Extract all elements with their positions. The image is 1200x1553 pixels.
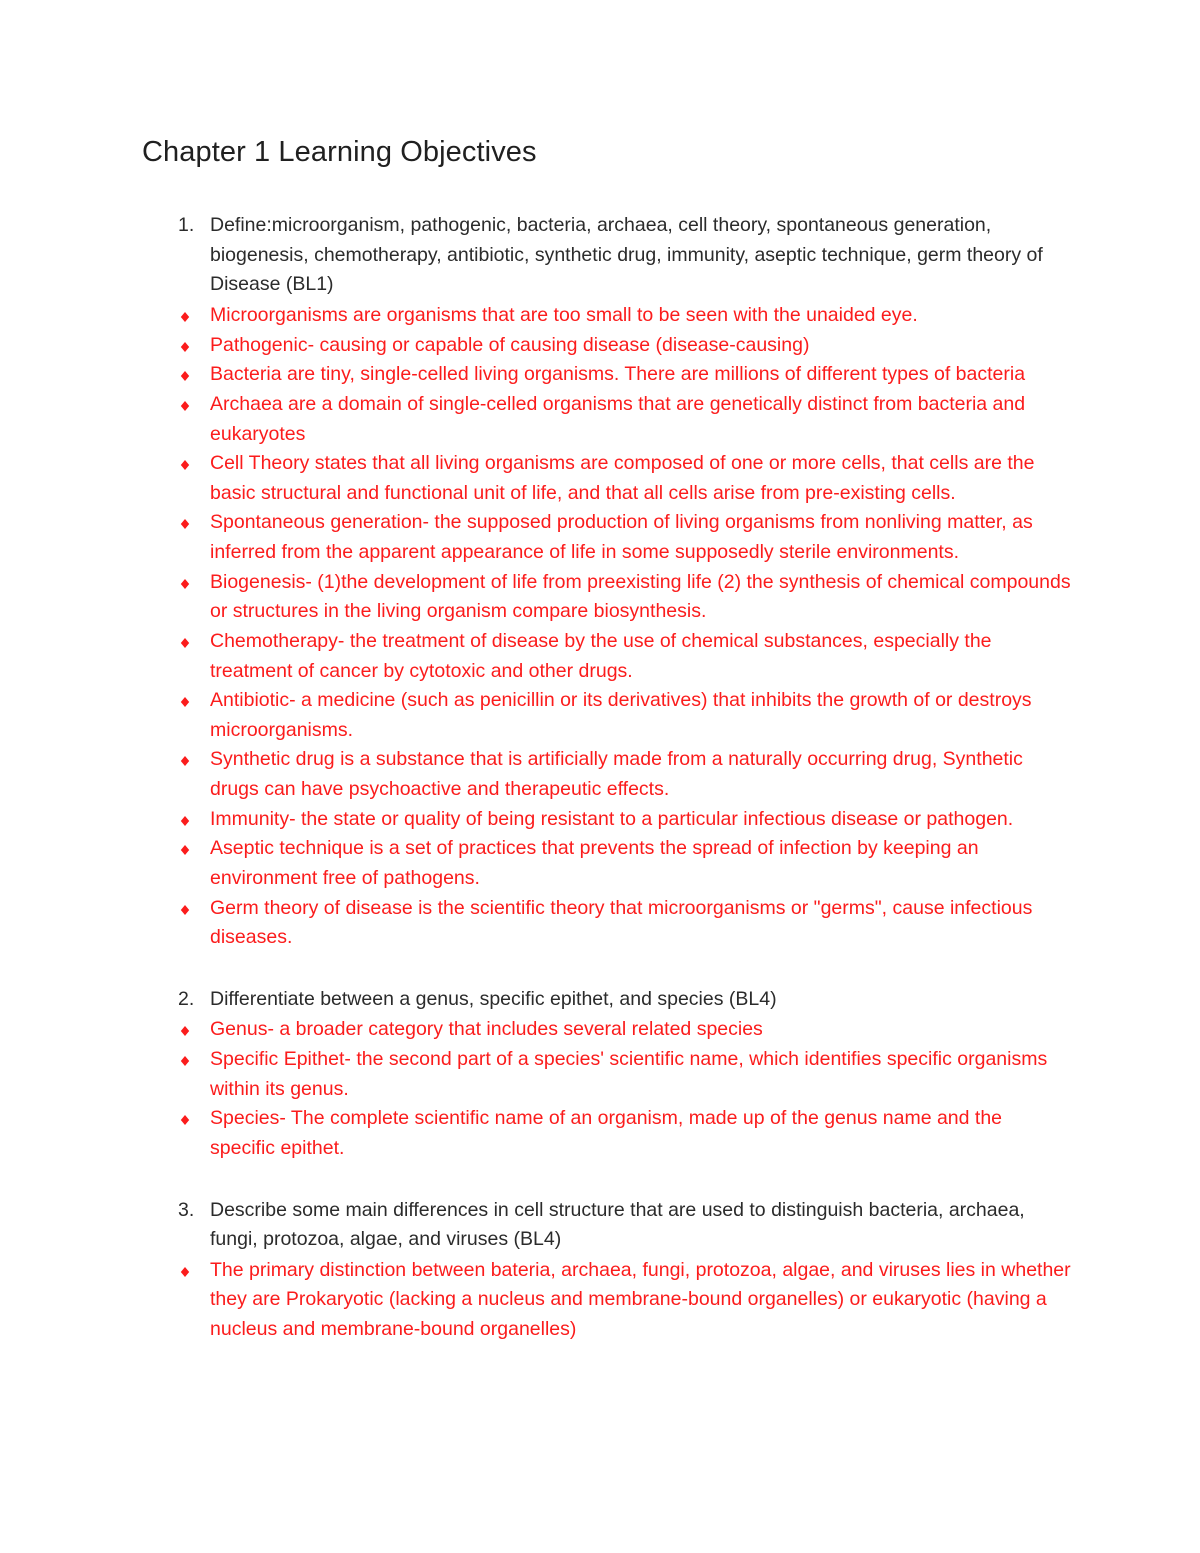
list-item [142, 331, 1072, 361]
list-item [142, 508, 1072, 567]
diamond-bullet-icon [180, 686, 192, 707]
objective-number: 3. [178, 1198, 195, 1221]
diamond-bullet-icon [180, 805, 192, 826]
answer-list [142, 301, 1072, 953]
list-item [142, 1104, 1072, 1163]
diamond-bullet-icon [180, 331, 192, 352]
objective-prompt-text: Differentiate between a genus, specific epithet, and species (BL4) [210, 987, 777, 1010]
diamond-bullet-icon [180, 1015, 192, 1036]
list-item [142, 568, 1072, 627]
diamond-bullet-icon [180, 894, 192, 915]
objective-prompt [142, 211, 1072, 300]
answer-text: Genus- a broader category that includes several related species [210, 1018, 763, 1041]
objective-prompt-text: Describe some main differences in cell structure that are used to distinguish bacteria, archaea, fungi, protozoa, algae, and viruses (BL4) [210, 1198, 1025, 1251]
answer-list [142, 1015, 1072, 1163]
list-item [142, 1256, 1072, 1345]
objective-prompt [142, 1196, 1072, 1255]
list-item [142, 1015, 1072, 1045]
answer-text: Immunity- the state or quality of being resistant to a particular infectious disease or pathogen. [210, 807, 1014, 830]
list-item [142, 745, 1072, 804]
answer-text: Synthetic drug is a substance that is artificially made from a naturally occurring drug, Synthetic drugs can have psychoactive and therapeutic effects. [210, 748, 1023, 801]
answer-text: Antibiotic- a medicine (such as penicillin or its derivatives) that inhibits the growth of or destroys microorganisms. [210, 689, 1032, 741]
objective-section [142, 985, 1072, 1164]
list-item [142, 894, 1072, 953]
list-item [142, 834, 1072, 893]
answer-text: Chemotherapy- the treatment of disease by the use of chemical substances, especially the treatment of cancer by cytotoxic and other drugs. [210, 629, 992, 682]
answer-text: The primary distinction between bateria, archaea, fungi, protozoa, algae, and viruses lies in whether they are Prokaryotic (lacking a nucleus and membrane-bound organelles) or eukaryotic (having a nucleus and membrane-bound organelles) [210, 1258, 1071, 1341]
answer-text: Biogenesis- (1)the development of life from preexisting life (2) the synthesis of chemical compounds or structures in the living organism compare biosynthesis. [210, 570, 1071, 623]
learning-objectives-list [142, 211, 1072, 1345]
answer-text: Pathogenic- causing or capable of causing disease (disease-causing) [210, 333, 810, 356]
objective-prompt-text: Define:microorganism, pathogenic, bacteria, archaea, cell theory, spontaneous generation, biogenesis, chemotherapy, antibiotic, synthetic drug, immunity, aseptic technique, germ theory of Disease (BL1) [210, 214, 1043, 296]
diamond-bullet-icon [180, 390, 192, 411]
diamond-bullet-icon [180, 834, 192, 855]
diamond-bullet-icon [180, 508, 192, 529]
diamond-bullet-icon [180, 449, 192, 470]
objective-section [142, 1196, 1072, 1345]
answer-text: Spontaneous generation- the supposed production of living organisms from nonliving matter, as inferred from the apparent appearance of life in some supposedly sterile environments. [210, 511, 1033, 564]
diamond-bullet-icon [180, 1104, 192, 1125]
diamond-bullet-icon [180, 745, 192, 766]
answer-text: Species- The complete scientific name of an organism, made up of the genus name and the specific epithet. [210, 1107, 1003, 1159]
diamond-bullet-icon [180, 1256, 192, 1277]
list-item [142, 360, 1072, 390]
answer-text: Archaea are a domain of single-celled organisms that are genetically distinct from bacteria and eukaryotes [210, 392, 1026, 445]
list-item [142, 390, 1072, 449]
answer-list [142, 1256, 1072, 1345]
diamond-bullet-icon [180, 1045, 192, 1066]
diamond-bullet-icon [180, 568, 192, 589]
objective-section [142, 211, 1072, 953]
objective-number: 2. [178, 987, 195, 1010]
answer-text: Specific Epithet- the second part of a species' scientific name, which identifies specific organisms within its genus. [210, 1048, 1048, 1100]
answer-text: Microorganisms are organisms that are too small to be seen with the unaided eye. [210, 304, 918, 327]
list-item [142, 805, 1072, 835]
list-item [142, 1045, 1072, 1104]
answer-text: Germ theory of disease is the scientific theory that microorganisms or "germs", cause infectious diseases. [210, 896, 1033, 949]
answer-text: Bacteria are tiny, single-celled living organisms. There are millions of different types of bacteria [210, 363, 1026, 386]
list-item [142, 449, 1072, 508]
diamond-bullet-icon [180, 627, 192, 648]
answer-text: Aseptic technique is a set of practices that prevents the spread of infection by keeping an environment free of pathogens. [210, 837, 979, 889]
list-item [142, 301, 1072, 331]
diamond-bullet-icon [180, 301, 192, 322]
objective-number: 1. [178, 214, 195, 237]
list-item [142, 627, 1072, 686]
page-title: Chapter 1 Learning Objectives [142, 136, 537, 168]
list-item [142, 686, 1072, 745]
objective-prompt [142, 985, 1072, 1015]
document-body [142, 132, 1072, 1345]
diamond-bullet-icon [180, 360, 192, 381]
answer-text: Cell Theory states that all living organisms are composed of one or more cells, that cells are the basic structural and functional unit of life, and that all cells arise from pre-existing cells. [210, 452, 1035, 504]
